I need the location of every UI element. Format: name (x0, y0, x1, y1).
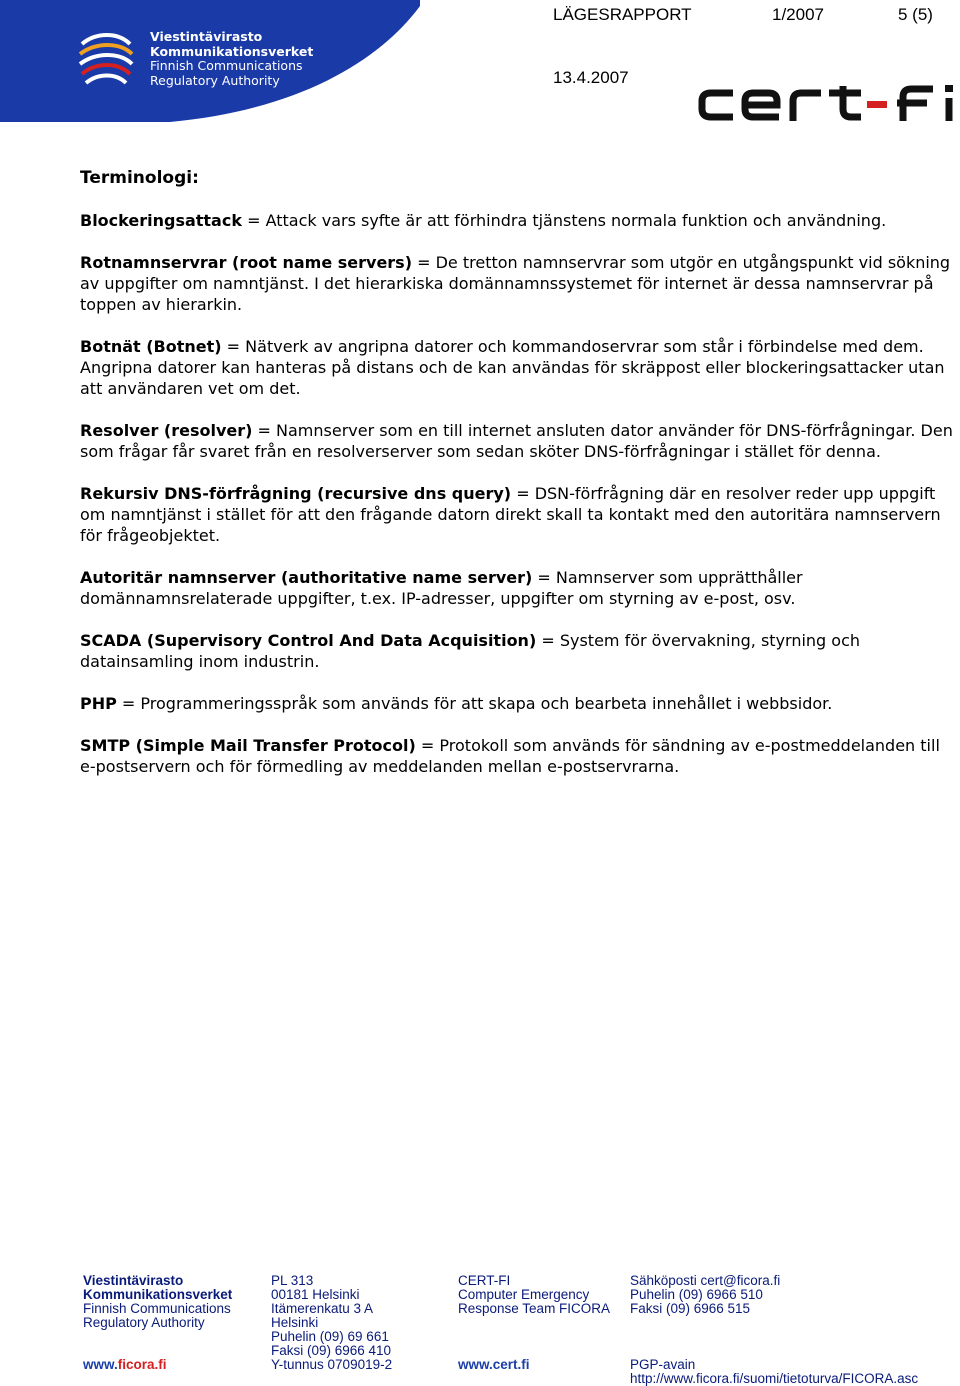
term-entry (80, 693, 955, 714)
page-number: 5 (5) (898, 5, 933, 24)
term-name: SMTP (Simple Mail Transfer Protocol) (80, 736, 416, 755)
footer-fax: Faksi (09) 6966 410 (271, 1343, 392, 1358)
footer-cert-line: Computer Emergency (458, 1287, 590, 1302)
footer-address (271, 1274, 392, 1372)
footer-phone: Puhelin (09) 69 661 (271, 1329, 389, 1344)
cert-fi-logo (697, 84, 957, 126)
footer-address-line: Helsinki (271, 1315, 319, 1330)
report-date: 13.4.2007 (553, 68, 629, 87)
term-entry (80, 252, 955, 315)
page-footer (0, 1273, 960, 1386)
footer-cert-line: Response Team FICORA (458, 1301, 611, 1316)
ficora-link-domain: ficora.fi (117, 1357, 167, 1372)
org-line-4: Regulatory Authority (150, 72, 280, 88)
term-entry (80, 567, 955, 609)
footer-org (83, 1273, 233, 1372)
footer-address-line: 00181 Helsinki (271, 1287, 360, 1302)
term-entry (80, 210, 955, 231)
term-name: Rotnamnservrar (root name servers) (80, 253, 413, 272)
terminology-section (80, 168, 955, 798)
term-definition: = Protokoll som används för sändning av e-postmeddelanden till e-postservern och för förmedling av meddelanden mellan e-postservrarna. (80, 736, 940, 776)
section-heading: Terminologi: (80, 168, 199, 188)
footer-org-line-4: Regulatory Authority (83, 1315, 205, 1330)
footer-address-line: PL 313 (271, 1273, 314, 1288)
cert-link[interactable]: www.cert.fi (458, 1357, 530, 1372)
term-name: Resolver (resolver) (80, 421, 253, 440)
org-line-1: Viestintävirasto (150, 29, 263, 44)
footer-email[interactable]: Sähköposti cert@ficora.fi (630, 1273, 781, 1288)
ficora-logo (0, 0, 420, 122)
term-entry (80, 735, 955, 777)
term-name: Blockeringsattack (80, 211, 242, 230)
term-definition: = DSN-förfrågning där en resolver reder upp uppgift om namntjänst i stället för att den frågande datorn direkt skall ta kontakt med den autoritära namnservern för frågeobjektet. (80, 484, 941, 545)
term-name: SCADA (Supervisory Control And Data Acquisition) (80, 631, 537, 650)
footer-org-line-1: Viestintävirasto (83, 1273, 184, 1288)
footer-org-line-3: Finnish Communications (83, 1301, 231, 1316)
term-definition: = Namnserver som en till internet ansluten dator använder för DNS-förfrågningar. Den som frågar får svaret från en resolverserver som sedan sköter DNS-förfrågningar i stället för denna. (80, 421, 953, 461)
term-definition: = De tretton namnservrar som utgör en utgångspunkt vid sökning av uppgifter om namntjänst. I det hierarkiska domännamnssystemet för internet är dessa namnservrar på toppen av hierarkin. (80, 253, 951, 314)
report-number: 1/2007 (772, 5, 824, 24)
term-name: Autoritär namnserver (authoritative name server) (80, 568, 533, 587)
org-line-3: Finnish Communications (150, 58, 303, 73)
footer-cert (458, 1273, 611, 1372)
term-name: Rekursiv DNS-förfrågning (recursive dns query) (80, 484, 512, 503)
footer-contact-phone: Puhelin (09) 6966 510 (630, 1287, 763, 1302)
term-entry (80, 420, 955, 462)
footer-org-line-2: Kommunikationsverket (83, 1287, 233, 1302)
term-definition: = Attack vars syfte är att förhindra tjänstens normala funktion och användning. (241, 211, 887, 230)
ficora-link-prefix: www. (83, 1357, 118, 1372)
footer-business-id: Y-tunnus 0709019-2 (271, 1357, 393, 1372)
term-definition: = Programmeringsspråk som används för att skapa och bearbeta innehållet i webbsidor. (116, 694, 833, 713)
term-entry (80, 483, 955, 546)
term-entry (80, 630, 955, 672)
term-definition: = Namnserver som upprätthåller domännamnsrelaterade uppgifter, t.ex. IP-adresser, uppgifter om styrning av e-post, osv. (80, 568, 803, 608)
footer-cert-line: CERT-FI (458, 1273, 511, 1288)
term-name: PHP (80, 694, 117, 713)
org-name-block (150, 30, 313, 88)
term-entry (80, 336, 955, 399)
term-name: Botnät (Botnet) (80, 337, 222, 356)
footer-contact (630, 1273, 919, 1386)
report-title: LÄGESRAPPORT (553, 5, 692, 24)
term-definition: = System för övervakning, styrning och datainsamling inom industrin. (80, 631, 861, 671)
footer-contact-fax: Faksi (09) 6966 515 (630, 1301, 751, 1316)
ficora-link[interactable] (83, 1358, 167, 1372)
footer-address-line: Itämerenkatu 3 A (271, 1301, 374, 1316)
term-definition: = Nätverk av angripna datorer och kommandoservrar som står i förbindelse med dem. Angripna datorer kan hanteras på distans och de kan användas för skräppost eller blockeringsattacker utan att användaren vet om det. (80, 337, 945, 398)
footer-pgp-link[interactable]: http://www.ficora.fi/suomi/tietoturva/FICORA.asc (630, 1371, 919, 1386)
footer-pgp-label: PGP-avain (630, 1357, 696, 1372)
org-line-2: Kommunikationsverket (150, 43, 314, 59)
